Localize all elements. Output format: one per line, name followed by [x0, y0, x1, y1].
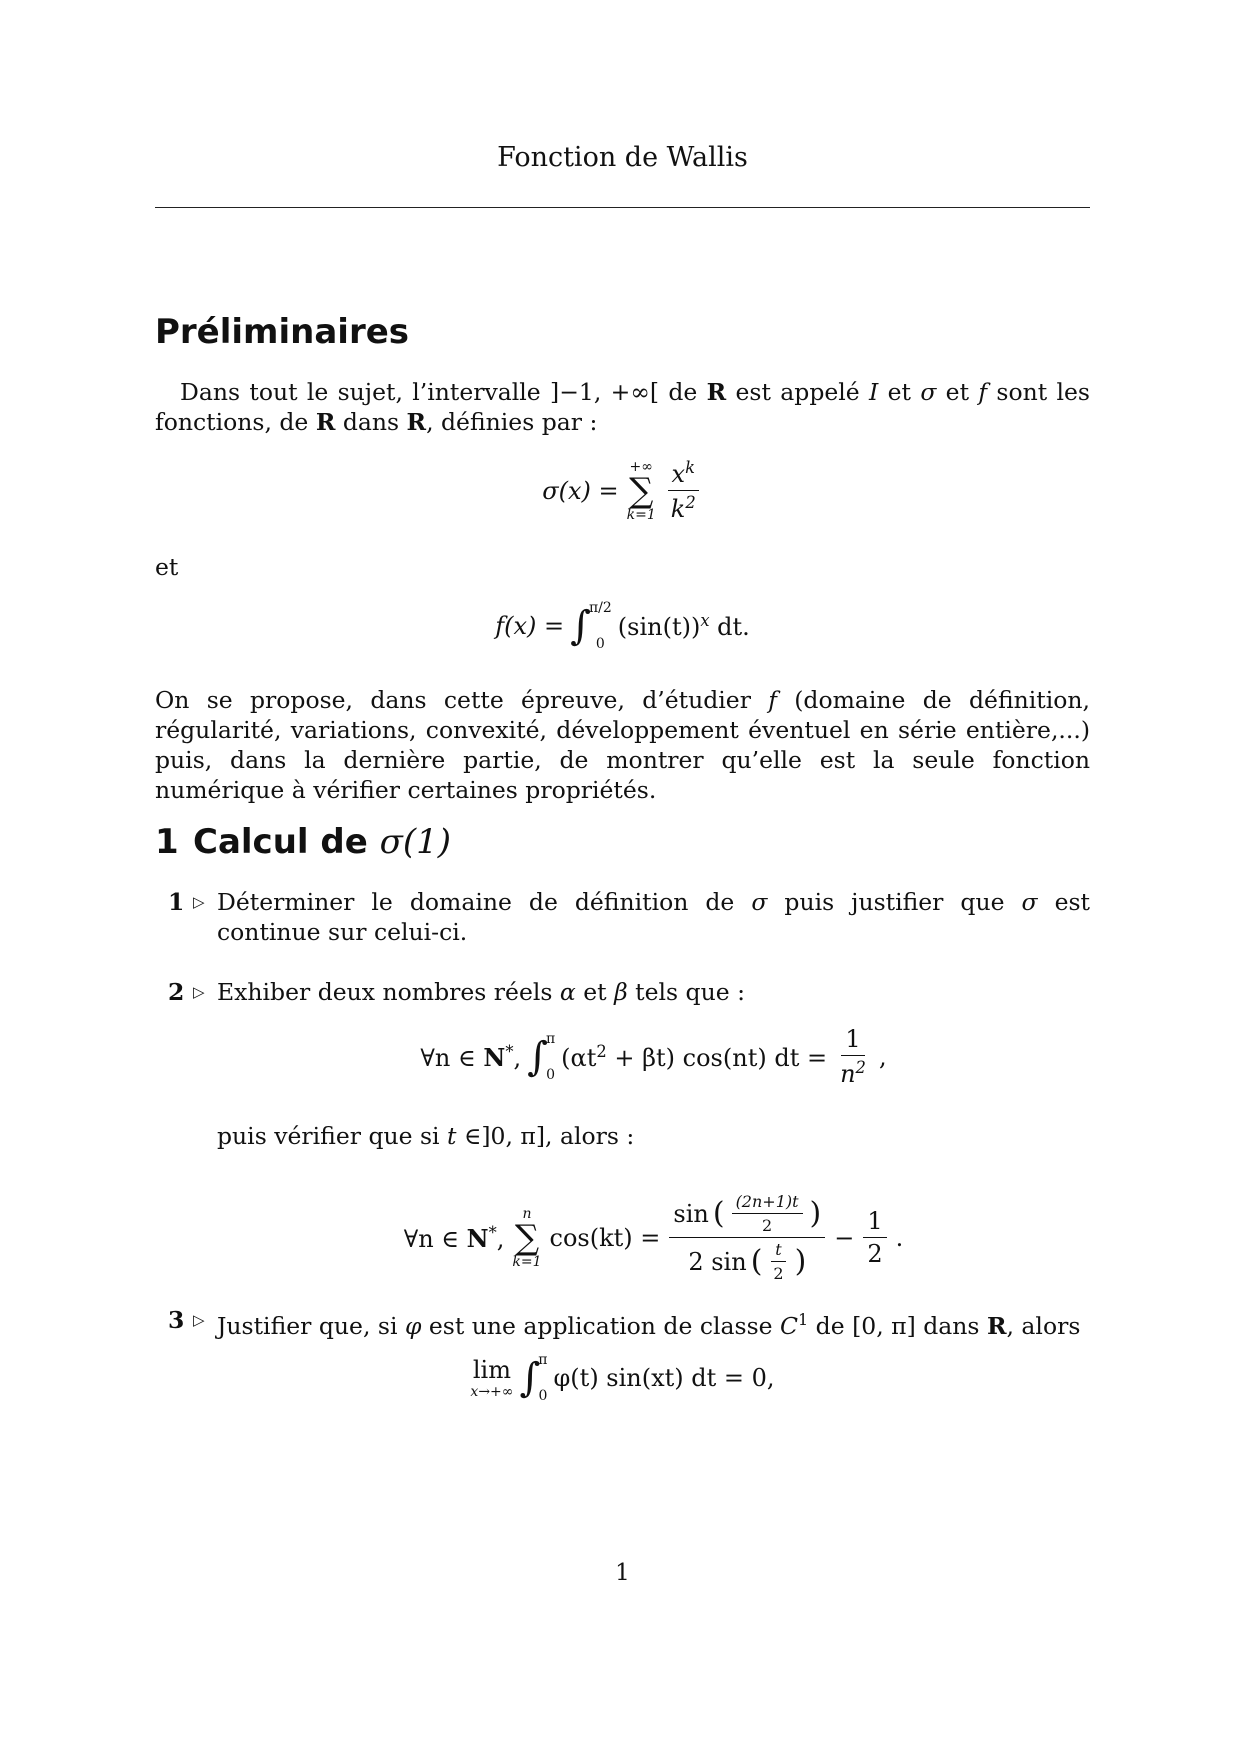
t-symbol: t: [447, 1122, 457, 1150]
text: est continue sur celui-ci.: [217, 888, 1090, 946]
numerator: (2n+1)t: [732, 1192, 803, 1214]
text: Exhiber deux nombres réels: [217, 978, 560, 1006]
numerator: x: [671, 460, 686, 488]
q2-then-text: [217, 1122, 634, 1150]
inner-fraction: [732, 1192, 803, 1235]
text: (domaine de définition, régularité, variations, convexité, développement éventuel en série entière,...) puis, dans la dernière partie, de montrer qu’elle est la seule fonction numérique à vérifier certaines propriétés.: [155, 686, 1090, 804]
minus: −: [834, 1223, 855, 1252]
connector-et: et: [155, 553, 179, 581]
triangle-marker-icon: ▷: [193, 1311, 205, 1329]
fraction: [667, 458, 700, 523]
differential: dt.: [709, 613, 750, 641]
star: *: [505, 1041, 514, 1061]
denominator: n: [840, 1060, 856, 1088]
denominator: k: [670, 495, 686, 523]
question-3: [155, 1305, 1090, 1341]
denominator: 2: [761, 1216, 773, 1235]
star: *: [488, 1222, 497, 1242]
numerator: 1: [863, 1207, 886, 1238]
reals-symbol: R: [706, 378, 727, 406]
f-symbol: f: [768, 686, 777, 714]
text: Dans tout le sujet, l’intervalle ]: [180, 378, 560, 406]
exponent: 2: [685, 493, 696, 512]
question-1: [155, 887, 1090, 947]
sin-text: 2 sin: [688, 1247, 747, 1276]
beta-symbol: β: [614, 978, 628, 1006]
integrand: φ(t) sin(xt) dt = 0,: [553, 1364, 775, 1392]
exponent: 1: [798, 1310, 809, 1329]
section-title-1: [155, 822, 451, 862]
text: sont les fonctions, de: [155, 378, 1090, 436]
limit-operator: [470, 1356, 513, 1400]
section-title-text: Préliminaires: [155, 312, 410, 352]
period: .: [895, 1223, 904, 1252]
equation-sigma: [155, 458, 1090, 523]
text: On se propose, dans cette épreuve, d’étudier: [155, 686, 769, 714]
integral-upper: π: [545, 1030, 556, 1047]
naturals-symbol: N: [483, 1042, 506, 1072]
question-number: 3: [168, 1306, 185, 1334]
sigma-symbol: σ: [1021, 888, 1038, 916]
text: , alors: [1006, 1311, 1081, 1340]
sigma-sum-icon: ∑: [629, 470, 654, 511]
f-symbol: f: [978, 378, 988, 406]
reals-symbol: R: [315, 408, 336, 436]
inner-fraction: [769, 1240, 787, 1283]
sum-lower: k=1: [512, 1253, 542, 1270]
question-2: [155, 977, 1090, 1007]
integral-lower: 0: [546, 1066, 556, 1083]
naturals-symbol: N: [466, 1223, 489, 1253]
exponent: 2: [596, 1041, 607, 1061]
integral-operator: [570, 600, 612, 652]
text: puis vérifier que si: [217, 1122, 448, 1150]
integral-icon: ∫: [519, 1355, 541, 1401]
integrand: + βt) cos(nt) dt =: [606, 1043, 828, 1072]
exponent: x: [700, 611, 710, 630]
equation-f: [155, 600, 1090, 652]
section-title-text: Calcul de: [193, 822, 380, 862]
text: est une application de classe: [421, 1311, 781, 1340]
integral-upper: π: [538, 1352, 548, 1368]
denominator: 2: [867, 1240, 883, 1268]
question-number: 2: [168, 978, 185, 1006]
exponent: 2: [855, 1058, 866, 1077]
numerator: t: [771, 1240, 785, 1262]
text: est appelé: [726, 378, 870, 406]
text: ∈]0, π], alors :: [456, 1122, 635, 1150]
integral-upper: π/2: [588, 600, 612, 616]
text: Déterminer le domaine de définition de: [217, 888, 752, 916]
text: et: [936, 378, 979, 406]
class-C-symbol: C: [780, 1311, 799, 1340]
interval-symbol: I: [869, 378, 879, 406]
forall-text: ∀n ∈: [403, 1224, 467, 1253]
integral-lower: 0: [538, 1388, 548, 1404]
prelim-paragraph-1: [155, 377, 1090, 437]
running-head: Fonction de Wallis: [497, 142, 748, 173]
text: et: [575, 978, 615, 1006]
section-title-math: σ(1): [379, 822, 452, 862]
alpha-symbol: α: [559, 978, 576, 1006]
fraction: sin ( $\frac{(2n+1)t}{2}$ ) 2 sin ( $\frac{t}{2}$ ): [669, 1192, 825, 1283]
exponent: k: [685, 458, 695, 477]
lim-text: lim: [472, 1356, 511, 1384]
text: Justifier que, si: [217, 1311, 405, 1340]
integral-icon: ∫: [570, 603, 591, 649]
sum-operator: [627, 460, 656, 522]
fraction: [836, 1025, 870, 1088]
comma: ,: [496, 1224, 505, 1253]
text: , définies par :: [426, 408, 598, 436]
equation-q3-limit: [155, 1352, 1090, 1404]
phi-symbol: φ: [404, 1311, 422, 1340]
triangle-marker-icon: ▷: [193, 893, 205, 911]
sum-upper: +∞: [629, 458, 653, 475]
forall-text: ∀n ∈: [420, 1043, 484, 1072]
text: de [0, π] dans: [808, 1311, 987, 1340]
eq-lhs: σ(x) =: [542, 476, 619, 505]
sin-text: sin: [673, 1199, 709, 1228]
section-number: 1: [155, 822, 179, 862]
denominator: 2: [773, 1264, 784, 1283]
equation-q2-integral: [217, 1025, 1090, 1088]
comma: ,: [513, 1043, 522, 1072]
question-number: 1: [168, 888, 185, 916]
interval: −1, +∞[: [559, 378, 660, 406]
integrand: (αt: [561, 1043, 597, 1072]
page-number: 1: [615, 1560, 630, 1586]
integrand: (sin(t)): [617, 613, 701, 641]
text: dans: [335, 408, 407, 436]
sum-body: cos(kt) =: [549, 1223, 661, 1252]
equation-q2-sum: [217, 1192, 1090, 1283]
sum-operator: [512, 1207, 541, 1269]
prelim-paragraph-2: [155, 685, 1090, 805]
sum-upper: n: [522, 1205, 532, 1222]
reals-symbol: R: [406, 408, 427, 436]
reals-symbol: R: [986, 1311, 1007, 1340]
text: et: [878, 378, 921, 406]
comma: ,: [878, 1042, 887, 1071]
triangle-marker-icon: ▷: [193, 983, 205, 1001]
header-rule: [155, 207, 1090, 208]
sigma-sum-icon: ∑: [514, 1217, 540, 1258]
text: tels que :: [627, 978, 746, 1006]
sigma-symbol: σ: [751, 888, 768, 916]
section-title-preliminaires: [155, 312, 409, 352]
text: de: [659, 378, 707, 406]
fraction: [863, 1207, 886, 1268]
lim-subscript: x→+∞: [470, 1384, 514, 1400]
sigma-symbol: σ: [920, 378, 937, 406]
text: puis justifier que: [767, 888, 1022, 916]
eq-lhs: f(x) =: [495, 612, 565, 640]
numerator: 1: [841, 1025, 864, 1056]
integral-icon: ∫: [527, 1033, 548, 1080]
integral-operator: [519, 1352, 547, 1404]
integral-operator: [527, 1031, 555, 1083]
sum-lower: k=1: [626, 506, 656, 523]
integral-lower: 0: [595, 636, 605, 652]
